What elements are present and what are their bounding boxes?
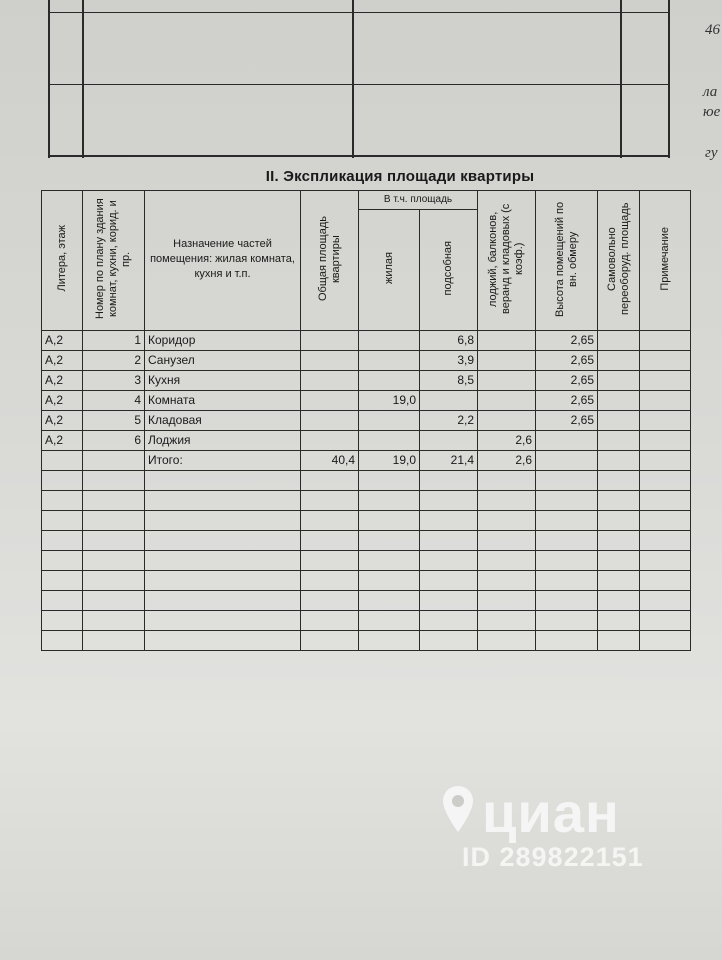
margin-fragment-3: юе (703, 104, 721, 120)
empty-cell (478, 611, 536, 631)
header-self-reconstructed: Самовольно переоборуд. площадь (598, 191, 640, 331)
empty-cell (145, 591, 301, 611)
cell-auxiliary: 3,9 (420, 351, 478, 371)
empty-cell (42, 571, 83, 591)
cell-name: Кухня (145, 371, 301, 391)
empty-cell (536, 571, 598, 591)
cell-number: 6 (83, 431, 145, 451)
empty-cell (145, 491, 301, 511)
header-height: Высота помещений по вн. обмеру (536, 191, 598, 331)
empty-cell (83, 471, 145, 491)
cell-height: 2,65 (536, 371, 598, 391)
total-cell-name: Итого: (145, 451, 301, 471)
cell-note (640, 331, 691, 351)
cell-litera: А,2 (42, 371, 83, 391)
empty-cell (478, 631, 536, 651)
cell-number: 2 (83, 351, 145, 371)
empty-cell (640, 611, 691, 631)
cell-loggia (478, 411, 536, 431)
cell-living (359, 371, 420, 391)
empty-cell (359, 571, 420, 591)
cell-self-reconstructed (598, 431, 640, 451)
empty-cell (640, 511, 691, 531)
empty-cell (359, 591, 420, 611)
empty-cell (83, 551, 145, 571)
cell-auxiliary (420, 431, 478, 451)
table-row (42, 331, 691, 351)
total-cell-loggia: 2,6 (478, 451, 536, 471)
section-title: II. Экспликация площади квартиры (265, 168, 535, 185)
empty-cell (83, 611, 145, 631)
empty-cell (83, 631, 145, 651)
cell-height: 2,65 (536, 391, 598, 411)
empty-cell (145, 471, 301, 491)
cell-name: Санузел (145, 351, 301, 371)
cell-total-area (301, 391, 359, 411)
empty-cell (145, 611, 301, 631)
cell-living (359, 331, 420, 351)
empty-cell (536, 531, 598, 551)
cell-auxiliary: 6,8 (420, 331, 478, 351)
empty-cell (83, 491, 145, 511)
empty-cell (83, 511, 145, 531)
cell-height: 2,65 (536, 331, 598, 351)
empty-cell (640, 591, 691, 611)
cell-auxiliary: 8,5 (420, 371, 478, 391)
cell-name: Лоджия (145, 431, 301, 451)
cell-living (359, 431, 420, 451)
margin-fragment-4: гу (705, 145, 718, 161)
empty-cell (536, 591, 598, 611)
cell-height: 2,65 (536, 351, 598, 371)
empty-cell (640, 471, 691, 491)
empty-row (42, 591, 691, 611)
empty-cell (42, 591, 83, 611)
header-loggia: лоджий, балконов, веранд и кладовых (с коэф.) (478, 191, 536, 331)
empty-cell (640, 551, 691, 571)
empty-cell (83, 591, 145, 611)
empty-row (42, 491, 691, 511)
empty-cell (145, 511, 301, 531)
empty-cell (478, 591, 536, 611)
empty-row (42, 611, 691, 631)
empty-cell (598, 571, 640, 591)
empty-row (42, 631, 691, 651)
table-row (42, 411, 691, 431)
empty-row (42, 531, 691, 551)
cell-number: 3 (83, 371, 145, 391)
explication-table (41, 190, 691, 651)
cell-self-reconstructed (598, 391, 640, 411)
cell-total-area (301, 371, 359, 391)
empty-cell (359, 551, 420, 571)
empty-cell (598, 471, 640, 491)
empty-row (42, 571, 691, 591)
empty-cell (301, 531, 359, 551)
cell-loggia (478, 371, 536, 391)
empty-cell (640, 531, 691, 551)
empty-row (42, 511, 691, 531)
empty-cell (83, 571, 145, 591)
total-cell-auxiliary: 21,4 (420, 451, 478, 471)
empty-cell (145, 571, 301, 591)
table-row (42, 371, 691, 391)
empty-cell (301, 551, 359, 571)
cell-total-area (301, 411, 359, 431)
empty-cell (359, 631, 420, 651)
header-living: жилая (359, 210, 420, 331)
empty-cell (478, 571, 536, 591)
cell-litera: А,2 (42, 431, 83, 451)
empty-cell (301, 571, 359, 591)
cell-total-area (301, 331, 359, 351)
cell-auxiliary: 2,2 (420, 411, 478, 431)
empty-cell (420, 591, 478, 611)
cell-height: 2,65 (536, 411, 598, 431)
empty-cell (640, 571, 691, 591)
total-cell-height (536, 451, 598, 471)
cell-name: Коридор (145, 331, 301, 351)
header-purpose: Назначение частей помещения: жилая комната, кухня и т.п. (145, 191, 301, 331)
table-row (42, 431, 691, 451)
empty-cell (598, 531, 640, 551)
empty-cell (420, 611, 478, 631)
cell-number: 4 (83, 391, 145, 411)
empty-cell (301, 471, 359, 491)
empty-cell (42, 491, 83, 511)
total-cell-living: 19,0 (359, 451, 420, 471)
cell-loggia (478, 351, 536, 371)
cell-number: 1 (83, 331, 145, 351)
cell-self-reconstructed (598, 411, 640, 431)
empty-cell (42, 611, 83, 631)
cell-litera: А,2 (42, 351, 83, 371)
empty-cell (478, 471, 536, 491)
cell-note (640, 431, 691, 451)
empty-cell (420, 571, 478, 591)
empty-cell (145, 551, 301, 571)
cell-note (640, 391, 691, 411)
table-row (42, 351, 691, 371)
empty-cell (536, 491, 598, 511)
empty-cell (83, 531, 145, 551)
empty-cell (420, 491, 478, 511)
cell-self-reconstructed (598, 371, 640, 391)
empty-cell (536, 511, 598, 531)
empty-cell (301, 491, 359, 511)
empty-row (42, 471, 691, 491)
watermark-id: ID 289822151 (462, 842, 644, 872)
cell-living: 19,0 (359, 391, 420, 411)
empty-cell (301, 611, 359, 631)
empty-cell (359, 471, 420, 491)
empty-cell (598, 631, 640, 651)
header-auxiliary: подсобная (420, 210, 478, 331)
margin-fragment-1: 46 (705, 22, 720, 38)
cell-living (359, 351, 420, 371)
empty-cell (478, 551, 536, 571)
cell-height (536, 431, 598, 451)
cell-loggia (478, 391, 536, 411)
cell-total-area (301, 351, 359, 371)
header-number: Номер по плану здания комнат, кухни, корид. и пр. (83, 191, 145, 331)
empty-cell (42, 631, 83, 651)
empty-cell (42, 531, 83, 551)
cell-total-area (301, 431, 359, 451)
cell-number: 5 (83, 411, 145, 431)
empty-cell (536, 611, 598, 631)
empty-cell (420, 511, 478, 531)
watermark-brand: циан (482, 781, 620, 844)
empty-cell (145, 531, 301, 551)
cell-living (359, 411, 420, 431)
empty-cell (359, 531, 420, 551)
empty-cell (42, 471, 83, 491)
empty-cell (536, 471, 598, 491)
empty-cell (359, 511, 420, 531)
cell-self-reconstructed (598, 351, 640, 371)
empty-cell (598, 491, 640, 511)
empty-cell (598, 591, 640, 611)
table-row (42, 391, 691, 411)
empty-cell (478, 531, 536, 551)
empty-cell (640, 491, 691, 511)
empty-cell (598, 611, 640, 631)
empty-cell (301, 511, 359, 531)
cell-auxiliary (420, 391, 478, 411)
total-cell-self-reconstructed (598, 451, 640, 471)
empty-cell (301, 631, 359, 651)
empty-cell (145, 631, 301, 651)
empty-row (42, 551, 691, 571)
empty-cell (420, 551, 478, 571)
empty-cell (420, 631, 478, 651)
empty-cell (598, 551, 640, 571)
header-litera: Литера, этаж (42, 191, 83, 331)
empty-cell (478, 511, 536, 531)
cell-note (640, 351, 691, 371)
empty-cell (598, 511, 640, 531)
map-pin-icon (440, 784, 476, 836)
cell-loggia (478, 331, 536, 351)
total-cell-number (83, 451, 145, 471)
cell-litera: А,2 (42, 411, 83, 431)
previous-table-fragment (40, 0, 680, 158)
empty-cell (640, 631, 691, 651)
header-note: Примечание (640, 191, 691, 331)
total-cell-note (640, 451, 691, 471)
empty-cell (359, 611, 420, 631)
header-total-area: Общая площадь квартиры (301, 191, 359, 331)
empty-cell (536, 551, 598, 571)
total-row (42, 451, 691, 471)
cell-note (640, 371, 691, 391)
cell-loggia: 2,6 (478, 431, 536, 451)
total-cell-total-area: 40,4 (301, 451, 359, 471)
cell-name: Кладовая (145, 411, 301, 431)
empty-cell (42, 511, 83, 531)
cell-note (640, 411, 691, 431)
header-incl-area: В т.ч. площадь (359, 191, 478, 210)
cell-self-reconstructed (598, 331, 640, 351)
empty-cell (359, 491, 420, 511)
margin-fragment-2: ла (703, 84, 718, 100)
empty-cell (301, 591, 359, 611)
total-cell-litera (42, 451, 83, 471)
empty-cell (420, 531, 478, 551)
empty-cell (536, 631, 598, 651)
cell-litera: А,2 (42, 331, 83, 351)
cell-name: Комната (145, 391, 301, 411)
empty-cell (478, 491, 536, 511)
empty-cell (42, 551, 83, 571)
cell-litera: А,2 (42, 391, 83, 411)
empty-cell (420, 471, 478, 491)
